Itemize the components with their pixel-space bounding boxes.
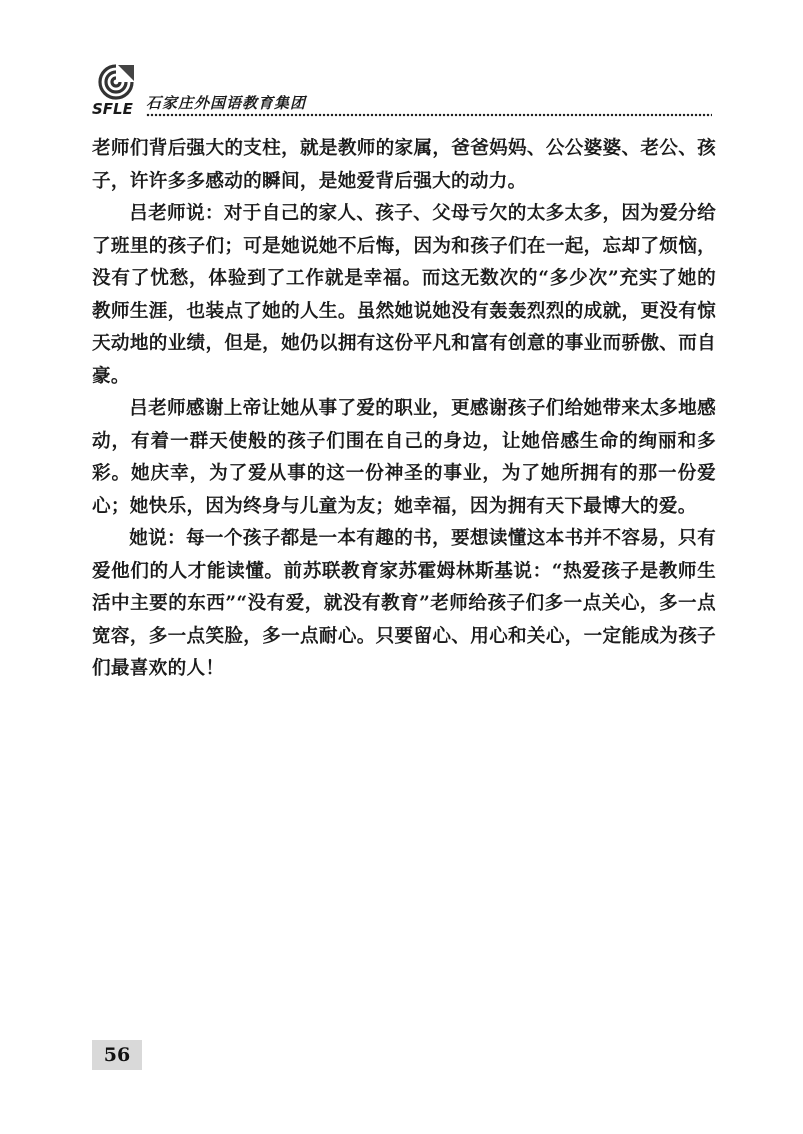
- page-number: 56: [92, 1040, 142, 1070]
- paragraph: 吕老师说：对于自己的家人、孩子、父母亏欠的太多太多，因为爱分给了班里的孩子们；可是她说她不后悔，因为和孩子们在一起，忘却了烦恼，没有了忧愁，体验到了工作就是幸福。而这无数次的“多少次”充实了她的教师生涯，也装点了她的人生。虽然她说她没有轰轰烈烈的成就，更没有惊天动地的业绩，但是，她仍以拥有这份平凡和富有创意的事业而骄傲、而自豪。: [92, 203, 716, 387]
- article-body: [92, 133, 716, 686]
- page-header: [88, 62, 713, 122]
- paragraph: 吕老师感谢上帝让她从事了爱的职业，更感谢孩子们给她带来太多地感动，有着一群天使般的孩子们围在自己的身边，让她倍感生命的绚丽和多彩。她庆幸，为了爱从事的这一份神圣的事业，为了她所拥有的那一份爱心；她快乐，因为终身与儿童为友；她幸福，因为拥有天下最博大的爱。: [92, 398, 716, 517]
- header-dotted-divider: [146, 113, 712, 117]
- logo-text: SFLE: [92, 100, 133, 118]
- paragraph: 老师们背后强大的支柱，就是教师的家属，爸爸妈妈、公公婆婆、老公、孩子，许许多多感动的瞬间，是她爱背后强大的动力。: [92, 138, 716, 192]
- organization-name: 石家庄外国语教育集团: [146, 94, 307, 112]
- paragraph: 她说：每一个孩子都是一本有趣的书，要想读懂这本书并不容易，只有爱他们的人才能读懂。前苏联教育家苏霍姆林斯基说：“热爱孩子是教师生活中主要的东西”“没有爱，就没有教育”老师给孩子们多一点关心，多一点宽容，多一点笑脸，多一点耐心。只要留心、用心和关心，一定能成为孩子们最喜欢的人！: [92, 528, 716, 679]
